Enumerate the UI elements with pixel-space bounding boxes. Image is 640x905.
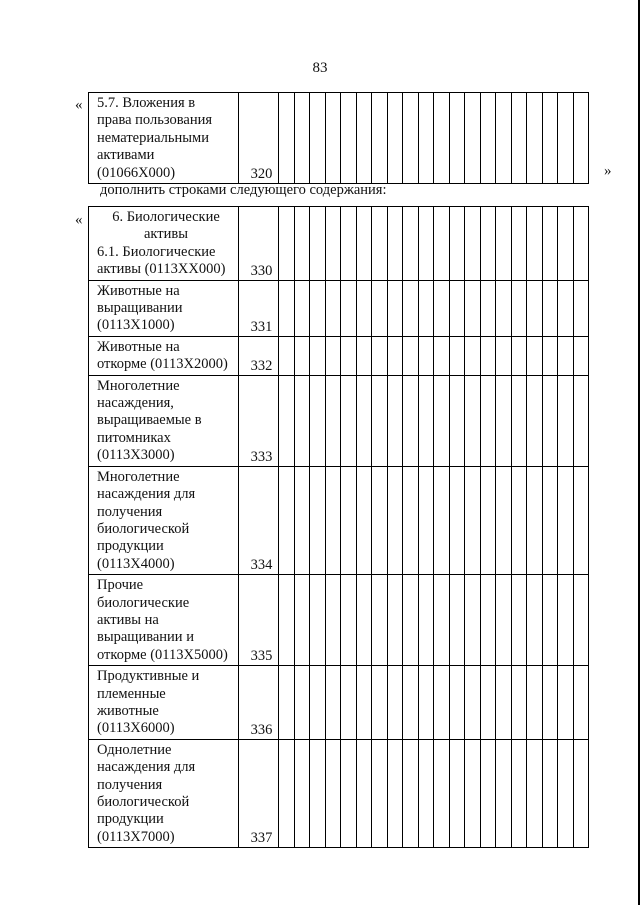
empty-cell (511, 336, 527, 375)
empty-cell (387, 280, 403, 336)
row-label-line: 5.7. Вложения в (97, 95, 196, 111)
empty-cell (279, 575, 295, 666)
empty-cell (418, 336, 434, 375)
empty-cell (434, 466, 450, 574)
empty-cell (558, 739, 574, 847)
empty-cell (356, 666, 372, 740)
empty-cell (356, 280, 372, 336)
empty-cell (558, 207, 574, 281)
empty-cell (387, 575, 403, 666)
row-label (89, 466, 239, 574)
empty-cell (325, 739, 341, 847)
empty-cell (403, 739, 419, 847)
empty-cell (449, 666, 465, 740)
empty-cell (511, 280, 527, 336)
row-label (89, 93, 239, 184)
table-row (89, 739, 589, 847)
empty-cell (279, 466, 295, 574)
empty-cell (542, 336, 558, 375)
empty-cell (325, 575, 341, 666)
empty-cell (558, 280, 574, 336)
row-label-line: активы (144, 226, 188, 243)
empty-cell (465, 466, 481, 574)
amendment-text: дополнить строками следующего содержания: (100, 182, 387, 198)
row-code: 337 (239, 739, 279, 847)
empty-cell (387, 207, 403, 281)
opening-quote-2: « (75, 212, 83, 228)
row-label-line: выращивании (97, 300, 183, 317)
biological-assets-table (88, 206, 589, 848)
empty-cell (387, 666, 403, 740)
empty-cell (372, 739, 388, 847)
empty-cell (279, 336, 295, 375)
empty-cell (558, 375, 574, 466)
empty-cell (573, 336, 589, 375)
row-label-line: получения (97, 776, 163, 793)
empty-cell (418, 280, 434, 336)
empty-cell (294, 280, 310, 336)
empty-cell (434, 336, 450, 375)
empty-cell (573, 375, 589, 466)
empty-cell (449, 466, 465, 574)
row-code: 331 (239, 280, 279, 336)
empty-cell (341, 93, 357, 184)
empty-cell (496, 375, 512, 466)
empty-cell (341, 666, 357, 740)
empty-cell (294, 207, 310, 281)
table-row (89, 375, 589, 466)
row-label-line: выращиваемые в (97, 412, 202, 429)
empty-cell (387, 466, 403, 574)
empty-cell (511, 93, 527, 184)
page-number: 83 (312, 60, 328, 76)
closing-quote: » (604, 163, 612, 179)
row-label-line: насаждения для (97, 486, 196, 503)
row-label-line: биологической (97, 794, 190, 810)
empty-cell (279, 666, 295, 740)
row-code: 332 (239, 336, 279, 375)
empty-cell (465, 375, 481, 466)
empty-cell (511, 207, 527, 281)
empty-cell (372, 666, 388, 740)
empty-cell (449, 207, 465, 281)
empty-cell (542, 666, 558, 740)
row-label (89, 280, 239, 336)
empty-cell (496, 336, 512, 375)
empty-cell (403, 336, 419, 375)
empty-cell (387, 739, 403, 847)
empty-cell (527, 666, 543, 740)
empty-cell (480, 207, 496, 281)
row-label-line: активы (0113XX000) (97, 261, 226, 278)
empty-cell (294, 575, 310, 666)
row-code: 334 (239, 466, 279, 574)
row-label-line: (0113X6000) (97, 720, 175, 737)
table-row-5-7 (88, 92, 589, 184)
empty-cell (449, 280, 465, 336)
empty-cell (573, 207, 589, 281)
empty-cell (372, 207, 388, 281)
row-code: 330 (239, 207, 279, 281)
row-label-line: активами (97, 147, 155, 164)
row-label-line: биологические (97, 594, 190, 611)
empty-cell (527, 739, 543, 847)
empty-cell (279, 93, 295, 184)
row-label-line: (0113X7000) (97, 828, 175, 845)
empty-cell (511, 575, 527, 666)
empty-cell (434, 207, 450, 281)
empty-cell (403, 280, 419, 336)
empty-cell (356, 336, 372, 375)
row-label-line: (0113X3000) (97, 447, 175, 464)
empty-cell (372, 280, 388, 336)
empty-cell (294, 93, 310, 184)
empty-cell (542, 375, 558, 466)
row-label (89, 207, 239, 281)
empty-cell (558, 93, 574, 184)
empty-cell (294, 666, 310, 740)
empty-cell (558, 666, 574, 740)
empty-cell (418, 739, 434, 847)
empty-cell (325, 375, 341, 466)
row-label-line: права пользования (97, 112, 213, 129)
empty-cell (294, 466, 310, 574)
row-label-line: Многолетние (97, 377, 180, 394)
row-label-line: Продуктивные и (97, 668, 200, 685)
empty-cell (511, 466, 527, 574)
empty-cell (372, 375, 388, 466)
empty-cell (310, 336, 326, 375)
row-label-line: нематериальными (97, 129, 209, 146)
empty-cell (496, 575, 512, 666)
row-label-line: 6. Биологические (112, 209, 220, 225)
empty-cell (558, 466, 574, 574)
row-label-line: откорме (0113X5000) (97, 646, 228, 663)
empty-cell (449, 575, 465, 666)
row-label-line: Животные на (97, 282, 180, 299)
empty-cell (542, 575, 558, 666)
empty-cell (573, 575, 589, 666)
empty-cell (372, 93, 388, 184)
empty-cell (310, 280, 326, 336)
empty-cell (279, 375, 295, 466)
row-label (89, 666, 239, 740)
empty-cell (480, 93, 496, 184)
empty-cell (465, 207, 481, 281)
opening-quote: « (75, 97, 83, 113)
row-label-line: продукции (97, 811, 164, 828)
empty-cell (341, 739, 357, 847)
empty-cell (496, 666, 512, 740)
empty-cell (341, 375, 357, 466)
empty-cell (496, 207, 512, 281)
row-label-line: Многолетние (97, 468, 180, 485)
empty-cell (527, 207, 543, 281)
empty-cell (434, 93, 450, 184)
empty-cell (434, 666, 450, 740)
empty-cell (480, 739, 496, 847)
empty-cell (341, 336, 357, 375)
row-label-line: (01066X000) (97, 164, 176, 181)
empty-cell (403, 375, 419, 466)
row-label-line: выращивании и (97, 629, 194, 646)
empty-cell (403, 575, 419, 666)
empty-cell (434, 575, 450, 666)
empty-cell (434, 739, 450, 847)
row-label-line: откорме (0113X2000) (97, 356, 228, 373)
empty-cell (542, 93, 558, 184)
empty-cell (372, 336, 388, 375)
row-label-line: насаждения, (97, 395, 174, 412)
empty-cell (480, 466, 496, 574)
empty-cell (449, 336, 465, 375)
empty-cell (480, 666, 496, 740)
empty-cell (573, 666, 589, 740)
empty-cell (434, 280, 450, 336)
empty-cell (449, 93, 465, 184)
empty-cell (387, 93, 403, 184)
empty-cell (542, 466, 558, 574)
empty-cell (573, 739, 589, 847)
empty-cell (542, 207, 558, 281)
empty-cell (573, 466, 589, 574)
empty-cell (387, 336, 403, 375)
empty-cell (310, 207, 326, 281)
empty-cell (573, 280, 589, 336)
empty-cell (310, 739, 326, 847)
row-label (89, 375, 239, 466)
table-row (89, 93, 589, 184)
empty-cell (496, 280, 512, 336)
empty-cell (527, 280, 543, 336)
row-code: 336 (239, 666, 279, 740)
empty-cell (511, 739, 527, 847)
row-label-line: Однолетние (97, 741, 172, 758)
empty-cell (527, 466, 543, 574)
row-label-line: активы на (97, 611, 159, 628)
empty-cell (480, 280, 496, 336)
empty-cell (558, 575, 574, 666)
empty-cell (418, 93, 434, 184)
empty-cell (527, 336, 543, 375)
table-row (89, 466, 589, 574)
empty-cell (325, 666, 341, 740)
row-label-line: получения (97, 503, 163, 520)
table-row (89, 666, 589, 740)
empty-cell (480, 336, 496, 375)
row-label-line: (0113X1000) (97, 317, 175, 334)
empty-cell (434, 375, 450, 466)
row-label-line: биологической (97, 520, 190, 537)
empty-cell (465, 666, 481, 740)
empty-cell (465, 336, 481, 375)
empty-cell (325, 207, 341, 281)
row-label-line: продукции (97, 538, 164, 555)
row-code: 333 (239, 375, 279, 466)
empty-cell (294, 375, 310, 466)
empty-cell (294, 739, 310, 847)
empty-cell (418, 375, 434, 466)
row-label-line: насаждения для (97, 759, 196, 776)
empty-cell (356, 466, 372, 574)
empty-cell (356, 93, 372, 184)
empty-cell (294, 336, 310, 375)
row-label-line: (0113X4000) (97, 555, 175, 572)
empty-cell (403, 93, 419, 184)
empty-cell (418, 207, 434, 281)
row-label-line: Животные на (97, 338, 180, 355)
row-label (89, 336, 239, 375)
empty-cell (341, 207, 357, 281)
empty-cell (279, 207, 295, 281)
row-code: 335 (239, 575, 279, 666)
empty-cell (465, 575, 481, 666)
empty-cell (558, 336, 574, 375)
empty-cell (325, 336, 341, 375)
empty-cell (527, 575, 543, 666)
empty-cell (310, 93, 326, 184)
empty-cell (310, 666, 326, 740)
empty-cell (356, 739, 372, 847)
table-row (89, 207, 589, 281)
empty-cell (372, 575, 388, 666)
empty-cell (310, 466, 326, 574)
empty-cell (465, 93, 481, 184)
table-row (89, 280, 589, 336)
empty-cell (449, 739, 465, 847)
empty-cell (480, 375, 496, 466)
empty-cell (356, 207, 372, 281)
empty-cell (496, 93, 512, 184)
empty-cell (418, 575, 434, 666)
empty-cell (403, 666, 419, 740)
empty-cell (527, 375, 543, 466)
row-label-line: племенные (97, 685, 166, 702)
empty-cell (341, 466, 357, 574)
empty-cell (325, 93, 341, 184)
empty-cell (310, 575, 326, 666)
row-label (89, 575, 239, 666)
empty-cell (403, 466, 419, 574)
table-row (89, 575, 589, 666)
empty-cell (573, 93, 589, 184)
empty-cell (356, 575, 372, 666)
empty-cell (418, 666, 434, 740)
empty-cell (496, 466, 512, 574)
empty-cell (325, 466, 341, 574)
empty-cell (527, 93, 543, 184)
table-row (89, 336, 589, 375)
row-label-line: животные (97, 702, 159, 719)
empty-cell (542, 739, 558, 847)
empty-cell (403, 207, 419, 281)
empty-cell (449, 375, 465, 466)
row-label (89, 739, 239, 847)
empty-cell (310, 375, 326, 466)
empty-cell (356, 375, 372, 466)
empty-cell (480, 575, 496, 666)
row-label-line: Прочие (97, 577, 144, 594)
empty-cell (341, 280, 357, 336)
empty-cell (496, 739, 512, 847)
empty-cell (387, 375, 403, 466)
row-label-line: питомниках (97, 429, 171, 446)
empty-cell (542, 280, 558, 336)
empty-cell (418, 466, 434, 574)
empty-cell (372, 466, 388, 574)
empty-cell (465, 280, 481, 336)
empty-cell (279, 280, 295, 336)
empty-cell (279, 739, 295, 847)
empty-cell (511, 375, 527, 466)
empty-cell (511, 666, 527, 740)
empty-cell (465, 739, 481, 847)
row-label-line: 6.1. Биологические (97, 243, 216, 260)
empty-cell (325, 280, 341, 336)
empty-cell (341, 575, 357, 666)
row-code: 320 (239, 93, 279, 184)
